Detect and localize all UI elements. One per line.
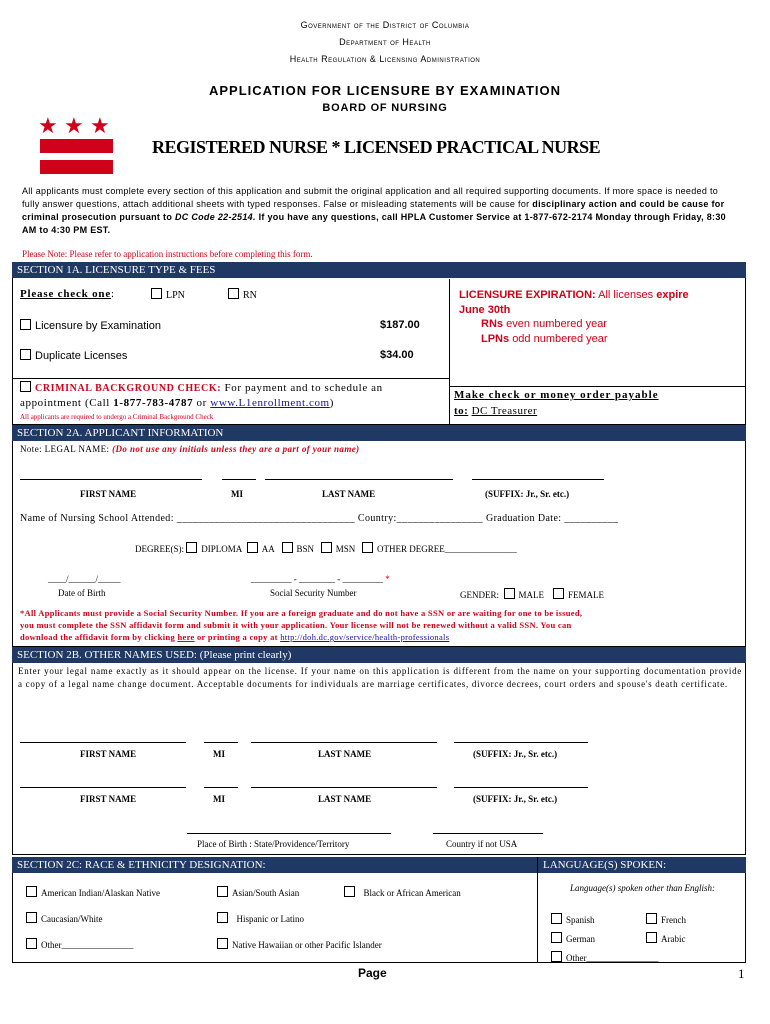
msn-checkbox[interactable]: MSN [321, 544, 356, 554]
last-name-field[interactable] [265, 479, 453, 480]
first-name-label: FIRST NAME [80, 489, 137, 499]
first-name-field[interactable] [20, 479, 202, 480]
section-2c-header: SECTION 2C: RACE & ETHNICITY DESIGNATION: [12, 857, 537, 873]
last-name-label: LAST NAME [318, 749, 372, 759]
first-name-label: FIRST NAME [80, 749, 137, 759]
ssn-note: *All Applicants must provide a Social Security Number. If you are a foreign graduate and do not have a SSN or are waiting for one to be issued, you must complete the SSN affidavit form and submit it with your application. Your license will not be renewed without a valid SSN. You can download the affidavit form by clicking here or printing a copy at http://doh.dc.gov/service/health-professionals [20, 608, 583, 642]
section-1a-header: SECTION 1A. LICENSURE TYPE & FEES [12, 262, 746, 278]
legal-name-note: Note: LEGAL NAME: (Do not use any initials unless they are a part of your name) [20, 444, 360, 454]
place-of-birth-label: Place of Birth : State/Providence/Territory [197, 839, 350, 849]
payable-to: to: DC Treasurer [454, 405, 538, 417]
suffix-label: (SUFFIX: Jr., Sr. etc.) [473, 794, 558, 804]
ssn-label: Social Security Number [270, 588, 357, 598]
mi-label: MI [213, 749, 225, 759]
dob-field[interactable]: ____/______/_____ [48, 574, 121, 584]
star-icon: ★ [38, 113, 58, 138]
affidavit-here-link[interactable]: here [177, 632, 195, 642]
other-suffix-2[interactable] [454, 787, 588, 788]
french-checkbox[interactable]: French [646, 913, 686, 925]
diploma-checkbox[interactable]: DIPLOMA [186, 544, 242, 554]
section-2b-text: Enter your legal name exactly as it should appear on the license. If your name on this application is different from the name on your supporting documentation provide a copy of a legal name change document. Acceptable documents for individuals are marriage certificates, divorce decrees, court orders and spouse's death certificate. [18, 666, 742, 689]
other-last-name-1[interactable] [251, 742, 437, 743]
exam-fee: $187.00 [380, 319, 420, 331]
asian-checkbox[interactable]: Asian/South Asian [217, 886, 299, 898]
duplicate-fee: $34.00 [380, 349, 414, 361]
spanish-checkbox[interactable]: Spanish [551, 913, 595, 925]
hawaiian-checkbox[interactable]: Native Hawaiian or other Pacific Islander [217, 938, 382, 950]
other-race-checkbox[interactable]: Other________________ [26, 938, 134, 950]
duplicate-checkbox[interactable]: Duplicate Licenses [20, 349, 127, 362]
mi-label: MI [213, 794, 225, 804]
lpn-expiration: LPNs odd numbered year [481, 333, 608, 345]
arabic-checkbox[interactable]: Arabic [646, 932, 686, 944]
languages-header: LANGUAGE(S) SPOKEN: [538, 857, 746, 873]
l1-enrollment-link[interactable]: www.L1enrollment.com [210, 397, 330, 409]
birth-country-label: Country if not USA [446, 839, 518, 849]
instructions-note: Please Note: Please refer to application instructions before completing this form. [22, 249, 313, 259]
caucasian-checkbox[interactable]: Caucasian/White [26, 912, 102, 924]
american-indian-checkbox[interactable]: American Indian/Alaskan Native [26, 886, 160, 898]
board-title: BOARD OF NURSING [322, 102, 448, 114]
admin-line: Health Regulation & Licensing Administration [289, 54, 481, 64]
other-mi-2[interactable] [204, 787, 238, 788]
other-mi-1[interactable] [204, 742, 238, 743]
dob-label: Date of Birth [58, 588, 106, 598]
birth-country-field[interactable] [433, 833, 543, 834]
languages-note: Language(s) spoken other than English: [570, 883, 715, 893]
rn-checkbox[interactable]: RN [228, 288, 257, 301]
bsn-checkbox[interactable]: BSN [282, 544, 315, 554]
suffix-field[interactable] [472, 479, 604, 480]
last-name-label: LAST NAME [318, 794, 372, 804]
dept-line: Department of Health [339, 37, 431, 47]
page-label: Page [358, 966, 387, 980]
gov-line: Government of the District of Columbia [300, 20, 470, 30]
section-2b-header: SECTION 2B. OTHER NAMES USED: (Please print clearly) [12, 647, 746, 663]
rn-expiration: RNs even numbered year [481, 318, 607, 330]
other-first-name-2[interactable] [20, 787, 186, 788]
mi-field[interactable] [222, 479, 256, 480]
section-2a-header: SECTION 2A. APPLICANT INFORMATION [12, 425, 746, 441]
female-checkbox[interactable]: FEMALE [553, 590, 604, 600]
doh-link[interactable]: http://doh.dc.gov/service/health-professionals [280, 632, 450, 642]
other-first-name-1[interactable] [20, 742, 186, 743]
payable-label: Make check or money order payable [454, 389, 659, 401]
ssn-field[interactable]: _________ - ________ - _________ * [251, 574, 390, 584]
criminal-required-note: All applicants are required to undergo a Criminal Background Check [20, 413, 214, 421]
other-suffix-1[interactable] [454, 742, 588, 743]
degrees-row: DEGREE(S): DIPLOMA AA BSN MSN OTHER DEGREE________________ [135, 544, 517, 554]
page-title: APPLICATION FOR LICENSURE BY EXAMINATION [208, 83, 561, 98]
intro-paragraph: All applicants must complete every section of this application and submit the original application and all required supporting documents. If more space is needed to fully answer questions, attach additional sheets with typed responses. False or misleading statements will be cause for disciplinary action and could be cause for criminal prosecution pursuant to DC Code 22-2514. If you have any questions, call HPLA Customer Service at 1-877-672-2174 Monday through Friday, 8:30 AM to 4:30 PM EST. [22, 186, 726, 235]
expiration-info: LICENSURE EXPIRATION: All licenses expire June 30th [459, 289, 689, 316]
other-last-name-2[interactable] [251, 787, 437, 788]
exam-checkbox[interactable]: Licensure by Examination [20, 319, 161, 332]
place-of-birth-field[interactable] [187, 833, 391, 834]
suffix-label: (SUFFIX: Jr., Sr. etc.) [473, 749, 558, 759]
suffix-label: (SUFFIX: Jr., Sr. etc.) [485, 489, 570, 499]
dc-flag-logo [38, 113, 118, 179]
lpn-checkbox[interactable]: LPN [151, 288, 185, 301]
star-icon: ★ [64, 113, 84, 138]
gender-row: GENDER: MALE FEMALE [460, 590, 604, 600]
mi-label: MI [231, 489, 243, 499]
german-checkbox[interactable]: German [551, 932, 595, 944]
form-title: REGISTERED NURSE * LICENSED PRACTICAL NURSE [152, 137, 601, 157]
first-name-label: FIRST NAME [80, 794, 137, 804]
nursing-school-field[interactable]: Name of Nursing School Attended: _________________________________ Country:________________ Graduation Date: __________ [20, 513, 619, 524]
page-number: 1 [738, 966, 745, 981]
criminal-check[interactable]: CRIMINAL BACKGROUND CHECK: For payment and to schedule an appointment (Call 1-877-783-4787 or www.L1enrollment.com) [20, 382, 383, 409]
last-name-label: LAST NAME [322, 489, 376, 499]
aa-checkbox[interactable]: AA [247, 544, 275, 554]
black-checkbox[interactable]: Black or African American [344, 886, 461, 898]
check-one-label: Please check one: [20, 288, 115, 300]
hispanic-checkbox[interactable]: Hispanic or Latino [217, 912, 304, 924]
star-icon: ★ [90, 113, 110, 138]
other-language-checkbox[interactable]: Other________________ [551, 951, 659, 963]
male-checkbox[interactable]: MALE [504, 590, 545, 600]
other-degree-checkbox[interactable]: OTHER DEGREE________________ [362, 544, 517, 554]
